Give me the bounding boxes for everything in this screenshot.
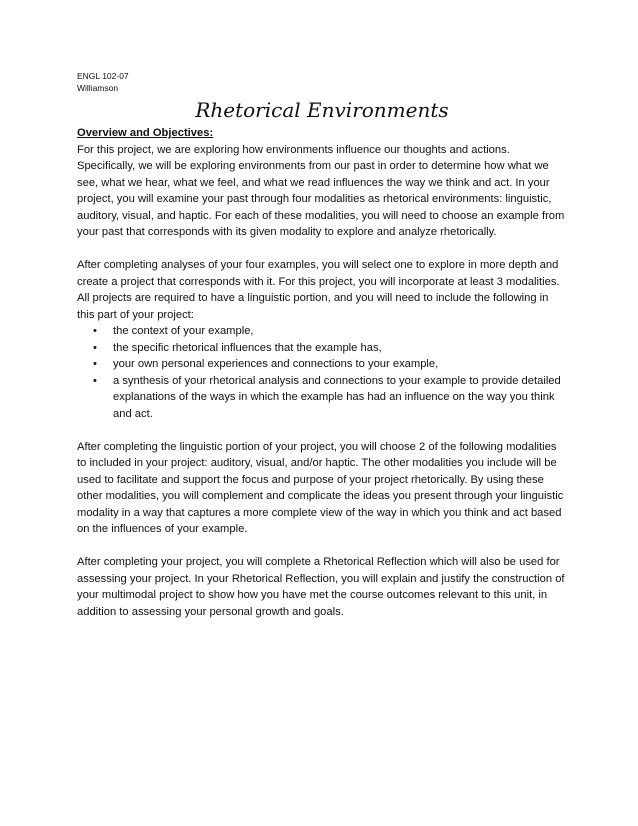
paragraph-intro: For this project, we are exploring how environments influence our thoughts and actions. Specifically, we will be exploring environments from our past in order to determine how what we see, what we hear, what we feel, and what we read influences the way we think and act. In your project, you will examine your past through four modalities as rhetorical environments: linguistic, auditory, visual, and haptic. For each of these modalities, you will need to choose an example from your past that corresponds with its given modality to explore and analyze rhetorically. [77, 143, 565, 238]
section-heading-overview: Overview and Objectives: [77, 127, 214, 139]
list-item-text: your own personal experiences and connections to your example, [113, 358, 439, 370]
list-item [93, 323, 567, 340]
paragraph-project: After completing analyses of your four examples, you will select one to explore in more depth and create a project that corresponds with it. For this project, you will incorporate at least 3 modalities. All projects are required to have a linguistic portion, and you will need to include the following in this part of your project: [77, 259, 560, 321]
list-item-text: the context of your example, [113, 325, 254, 337]
paragraph-reflection: After completing your project, you will complete a Rhetorical Reflection which will also be used for assessing your project. In your Rhetorical Reflection, you will explain and justify the construction of your multimodal project to show how you have met the course outcomes relevant to this unit, in addition to assessing your personal growth and goals. [77, 556, 565, 618]
paragraph-modalities: After completing the linguistic portion of your project, you will choose 2 of the following modalities to included in your project: auditory, visual, and/or haptic. The other modalities you include will be used to facilitate and support the focus and purpose of your project rhetorically. By using these other modalities, you will complement and complicate the ideas you present through your linguistic modality in a way that captures a more complete view of the way in which you think and act based on the influences of your example. [77, 440, 564, 535]
instructor-name: Williamson [77, 83, 119, 93]
bullet-icon: • [93, 374, 97, 387]
requirements-list [77, 323, 567, 422]
list-item-text: the specific rhetorical influences that the example has, [113, 341, 382, 354]
list-item [93, 356, 567, 373]
document-page [77, 70, 567, 637]
document-title: Rhetorical Environments [195, 98, 449, 122]
list-item [93, 373, 567, 423]
list-item-text: a synthesis of your rhetorical analysis and connections to your example to provide detailed explanations of the ways in which the example has had an influence on the way you think and act. [113, 374, 561, 420]
bullet-icon: • [93, 341, 97, 354]
bullet-icon: • [93, 358, 97, 370]
list-item [93, 340, 567, 357]
bullet-icon: • [93, 325, 97, 337]
course-code: ENGL 102-07 [77, 71, 129, 81]
